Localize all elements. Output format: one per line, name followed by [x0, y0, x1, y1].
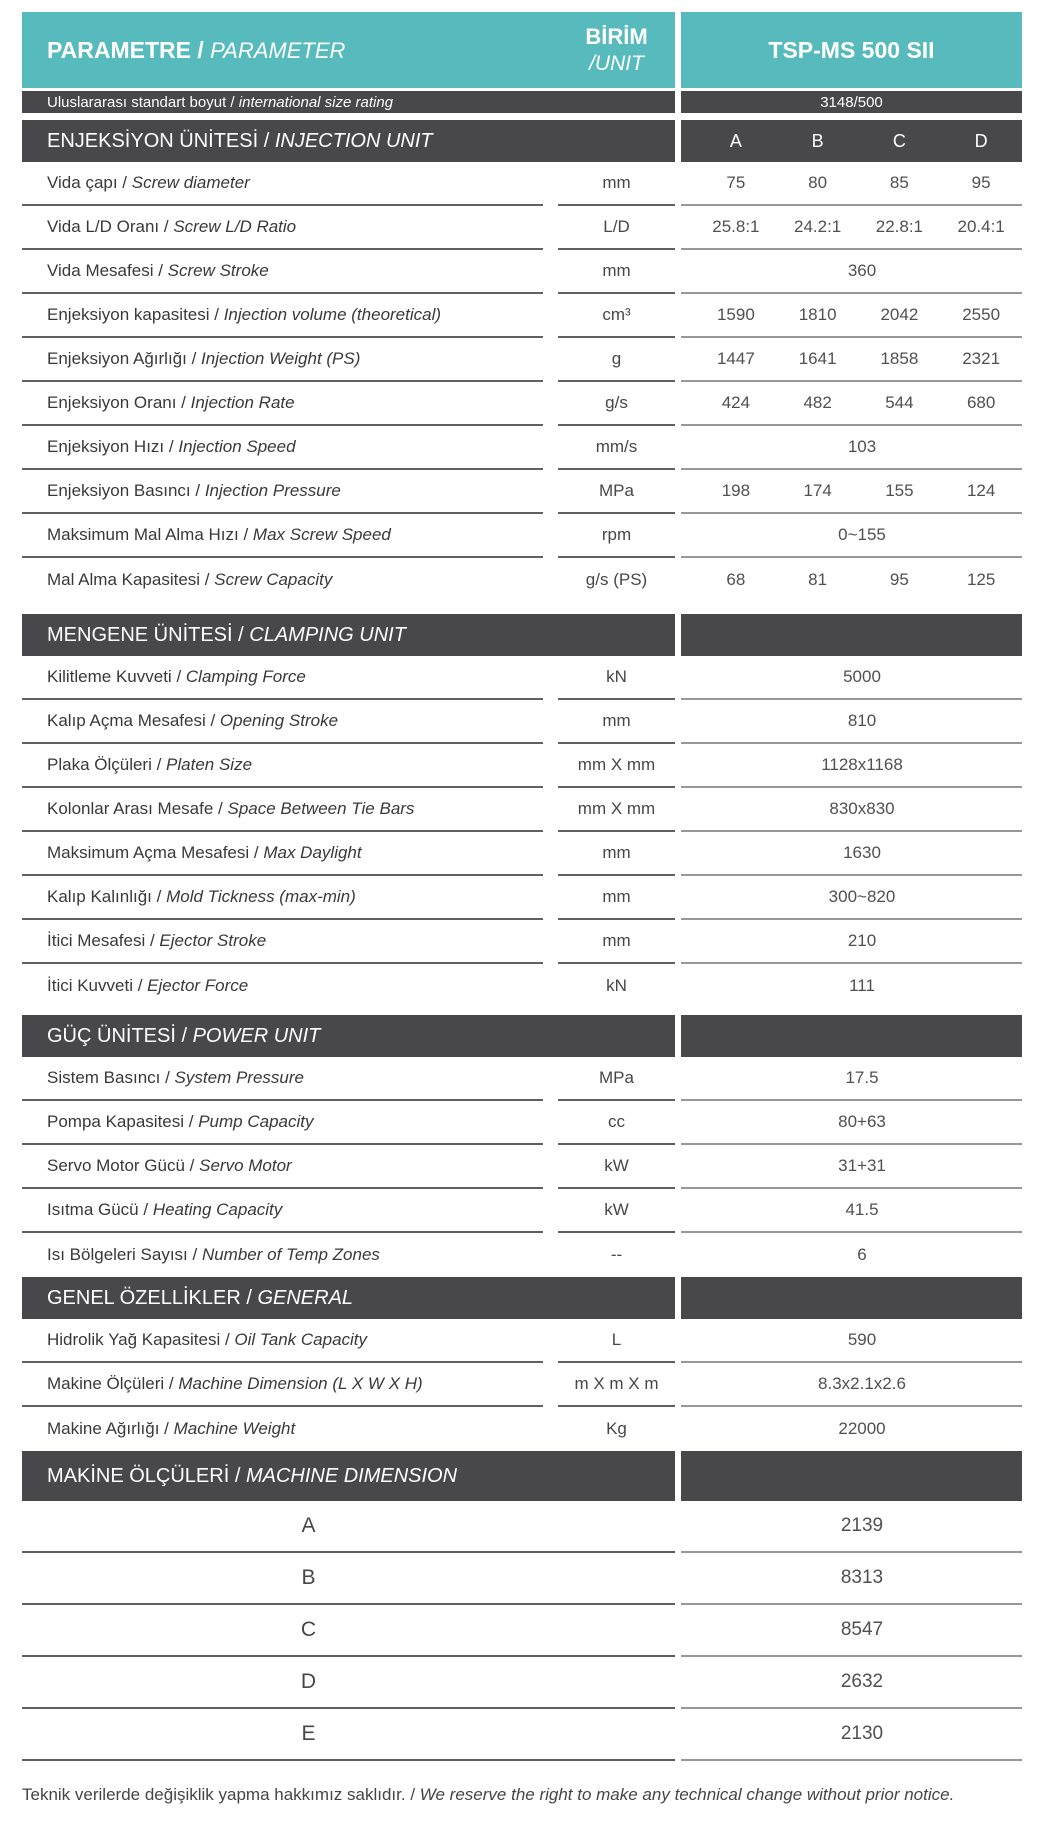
slash-separator: /	[229, 1464, 246, 1487]
slash-separator: /	[249, 843, 264, 862]
row-value-span: 0~155	[681, 514, 1022, 558]
row-value-span: 810	[681, 700, 1022, 744]
row-unit: rpm	[558, 514, 675, 558]
row-value-span: 103	[681, 426, 1022, 470]
spec-row	[22, 338, 1022, 382]
slash-separator: /	[176, 393, 191, 412]
section-bar-injection-unit	[22, 120, 1022, 162]
row-label-en: Max Screw Speed	[252, 525, 391, 544]
column-headers	[681, 120, 1022, 162]
slash-separator: /	[213, 799, 228, 818]
section-title-tr: GÜÇ ÜNİTESİ	[47, 1024, 176, 1047]
row-value-span: 80+63	[681, 1101, 1022, 1145]
model-name: TSP-MS 500 SII	[768, 36, 935, 63]
spec-row	[22, 470, 1022, 514]
row-label-tr: Kalıp Açma Mesafesi	[47, 711, 206, 730]
row-label-en: System Pressure	[174, 1068, 304, 1087]
unit-column-header	[558, 23, 675, 77]
value-a: 198	[721, 481, 751, 500]
row-label-en: Heating Capacity	[152, 1200, 283, 1219]
dimension-value: 2130	[681, 1709, 1022, 1761]
row-unit: --	[610, 1245, 623, 1264]
value-d: 95	[971, 173, 991, 192]
spec-row	[22, 1189, 1022, 1233]
row-value-span: 111	[849, 976, 875, 995]
spec-row	[22, 250, 1022, 294]
unit-header-en: /UNIT	[589, 51, 644, 75]
row-label	[22, 382, 543, 426]
row-label-en: Injection Weight (PS)	[201, 349, 361, 368]
row-unit: mm	[558, 876, 675, 920]
row-label-tr: Vida çapı	[47, 173, 118, 192]
row-label-tr: Enjeksiyon Oranı	[47, 393, 177, 412]
section-title-en: INJECTION UNIT	[274, 129, 433, 152]
row-values	[681, 382, 1022, 426]
section-bar-clamping-unit	[22, 614, 1022, 656]
dimension-row	[22, 1501, 1022, 1553]
row-label-en: Opening Stroke	[219, 711, 339, 730]
row-value-span: 1128x1168	[681, 744, 1022, 788]
row-label-tr: Hidrolik Yağ Kapasitesi	[47, 1330, 221, 1349]
row-unit: kW	[558, 1145, 675, 1189]
section-bar-right	[681, 614, 1022, 656]
footer-note-en: We reserve the right to make any technical change without prior notice.	[419, 1785, 955, 1804]
row-label-en: Space Between Tie Bars	[227, 799, 415, 818]
dimension-label: A	[22, 1501, 675, 1553]
row-value-span: 8.3x2.1x2.6	[681, 1363, 1022, 1407]
row-value-span: 1630	[681, 832, 1022, 876]
slash-separator: /	[209, 305, 224, 324]
row-label	[22, 1407, 543, 1451]
column-header-b: B	[811, 130, 824, 151]
spec-row	[22, 558, 1022, 602]
row-label	[22, 1057, 543, 1101]
row-label	[22, 426, 543, 470]
size-rating-value	[681, 91, 1022, 113]
row-unit: mm	[558, 920, 675, 964]
row-label-en: Injection Pressure	[204, 481, 341, 500]
row-unit: cm³	[558, 294, 675, 338]
row-value-span: 17.5	[681, 1057, 1022, 1101]
row-label-en: Injection Speed	[178, 437, 296, 456]
section-title-tr: MENGENE ÜNİTESİ	[47, 623, 233, 646]
row-label-tr: Isıtma Gücü	[47, 1200, 139, 1219]
spec-row	[22, 964, 1022, 1008]
row-values	[681, 206, 1022, 250]
value-c: 22.8:1	[875, 217, 923, 236]
spec-row	[22, 700, 1022, 744]
slash-separator: /	[186, 349, 202, 368]
value-a: 68	[726, 570, 746, 589]
column-header-c: C	[892, 130, 906, 151]
value-a: 75	[726, 173, 746, 192]
value-b: 80	[808, 173, 828, 192]
dimension-label: C	[22, 1605, 675, 1657]
row-label-en: Screw L/D Ratio	[173, 217, 297, 236]
spec-row	[22, 920, 1022, 964]
row-label	[22, 744, 543, 788]
spec-row	[22, 788, 1022, 832]
slash-separator: /	[200, 570, 215, 589]
size-rating-tr: Uluslararası standart boyut	[47, 93, 227, 111]
spec-row	[22, 162, 1022, 206]
dimension-label: D	[22, 1657, 675, 1709]
slash-separator: /	[175, 1024, 193, 1047]
value-d: 2321	[962, 349, 1001, 368]
row-label-tr: Sistem Basıncı	[47, 1068, 161, 1087]
dimension-value: 2632	[681, 1657, 1022, 1709]
row-label-en: Machine Dimension (L X W X H)	[178, 1374, 423, 1393]
row-label	[22, 964, 543, 1008]
row-label-tr: Kilitleme Kuvveti	[47, 667, 172, 686]
row-label	[22, 1189, 543, 1233]
dimension-row	[22, 1553, 1022, 1605]
value-c: 1858	[880, 349, 919, 368]
value-c: 85	[889, 173, 909, 192]
section-bar-right	[681, 1451, 1022, 1501]
row-label-tr: Kalıp Kalınlığı	[47, 887, 152, 906]
row-label	[22, 1233, 543, 1277]
spec-row	[22, 744, 1022, 788]
row-label-en: Injection Rate	[190, 393, 295, 412]
parameter-title	[47, 37, 345, 64]
row-unit: kN	[558, 656, 675, 700]
parameter-title-en: PARAMETER	[210, 37, 346, 63]
section-bar-general	[22, 1277, 1022, 1319]
row-unit: mm	[558, 250, 675, 294]
value-b: 24.2:1	[793, 217, 842, 236]
size-rating-label	[22, 91, 675, 113]
column-header-a: A	[729, 130, 742, 151]
row-label-en: Mold Tickness (max-min)	[166, 887, 356, 906]
table-header	[22, 12, 1022, 88]
row-label-en: Machine Weight	[173, 1419, 296, 1438]
slash-separator: /	[232, 623, 250, 646]
dimension-value: 8547	[681, 1605, 1022, 1657]
section-title-tr: MAKİNE ÖLÇÜLERİ	[47, 1464, 230, 1487]
section-title-en: GENERAL	[257, 1286, 354, 1309]
row-label-en: Screw Stroke	[167, 261, 269, 280]
row-label-en: Ejector Force	[147, 976, 249, 995]
row-label	[22, 1319, 543, 1363]
row-unit: kW	[558, 1189, 675, 1233]
row-label	[22, 294, 543, 338]
slash-separator: /	[160, 1068, 175, 1087]
row-label	[22, 832, 543, 876]
value-c: 544	[885, 393, 914, 412]
section-title	[22, 1277, 675, 1319]
row-label	[22, 162, 543, 206]
slash-separator: /	[240, 1286, 258, 1309]
row-unit: cc	[558, 1101, 675, 1145]
model-header-cell	[681, 12, 1022, 88]
spec-row	[22, 1363, 1022, 1407]
value-d: 20.4:1	[957, 217, 1005, 236]
size-rating-en: international size rating	[238, 93, 394, 111]
row-label-tr: Enjeksiyon Ağırlığı	[47, 349, 187, 368]
row-label-tr: İtici Kuvveti	[47, 976, 133, 995]
spec-row	[22, 656, 1022, 700]
slash-separator: /	[159, 217, 174, 236]
spec-row	[22, 876, 1022, 920]
spec-row	[22, 1101, 1022, 1145]
row-label-en: Clamping Force	[185, 667, 306, 686]
footer-note	[22, 1785, 1022, 1805]
spec-row	[22, 1233, 1022, 1277]
section-title-tr: ENJEKSİYON ÜNİTESİ	[47, 129, 259, 152]
row-unit: Kg	[606, 1419, 627, 1438]
row-label-tr: İtici Mesafesi	[47, 931, 146, 950]
row-label-tr: Makine Ölçüleri	[47, 1374, 165, 1393]
slash-separator: /	[405, 1785, 420, 1804]
row-unit: MPa	[558, 470, 675, 514]
value-b: 81	[808, 570, 828, 589]
section-title	[22, 614, 675, 656]
row-label	[22, 920, 543, 964]
row-unit: kN	[606, 976, 627, 995]
slash-separator: /	[238, 525, 253, 544]
row-value-span: 360	[681, 250, 1022, 294]
size-rating-row	[22, 91, 1022, 113]
spec-row	[22, 1145, 1022, 1189]
row-unit: MPa	[558, 1057, 675, 1101]
row-label-tr: Maksimum Açma Mesafesi	[47, 843, 250, 862]
row-label-tr: Enjeksiyon Basıncı	[47, 481, 191, 500]
row-label-tr: Servo Motor Gücü	[47, 1156, 185, 1175]
slash-separator: /	[187, 1245, 202, 1264]
value-c: 95	[889, 570, 909, 589]
slash-separator: /	[184, 1112, 199, 1131]
row-value-span: 6	[857, 1245, 867, 1264]
value-a: 1447	[716, 349, 755, 368]
slash-separator: /	[138, 1200, 153, 1219]
row-label	[22, 656, 543, 700]
slash-separator: /	[145, 931, 160, 950]
dimension-row	[22, 1605, 1022, 1657]
slash-separator: /	[226, 93, 239, 111]
row-value-span: 830x830	[681, 788, 1022, 832]
row-value-span: 22000	[838, 1419, 886, 1438]
row-unit: mm X mm	[558, 788, 675, 832]
slash-separator: /	[184, 1156, 200, 1175]
row-label-en: Injection volume (theoretical)	[223, 305, 442, 324]
section-bar-right	[681, 1277, 1022, 1319]
column-header-d: D	[974, 130, 988, 151]
row-label-en: Servo Motor	[199, 1156, 292, 1175]
size-rating-number: 3148/500	[820, 93, 883, 111]
row-value-span: 5000	[681, 656, 1022, 700]
row-label	[22, 700, 543, 744]
row-label-en: Number of Temp Zones	[201, 1245, 380, 1264]
section-title-en: MACHINE DIMENSION	[245, 1464, 458, 1487]
section-title	[22, 120, 675, 162]
row-unit: g/s	[558, 382, 675, 426]
row-unit: mm	[558, 162, 675, 206]
row-label-tr: Vida L/D Oranı	[47, 217, 160, 236]
value-c: 2042	[880, 305, 919, 324]
row-label-tr: Mal Alma Kapasitesi	[47, 570, 201, 589]
section-bar-machine-dimension	[22, 1451, 1022, 1501]
row-unit: L/D	[558, 206, 675, 250]
value-a: 25.8:1	[712, 217, 760, 236]
slash-separator: /	[258, 129, 275, 152]
row-label-tr: Makine Ağırlığı	[47, 1419, 160, 1438]
row-unit: L	[558, 1319, 675, 1363]
row-label-tr: Isı Bölgeleri Sayısı	[47, 1245, 188, 1264]
row-label-en: Pump Capacity	[198, 1112, 314, 1131]
value-d: 124	[966, 481, 996, 500]
slash-separator: /	[190, 36, 211, 63]
spec-row	[22, 426, 1022, 470]
section-title	[22, 1451, 675, 1501]
value-d: 2550	[962, 305, 1001, 324]
spec-row	[22, 832, 1022, 876]
parameter-title-tr: PARAMETRE	[47, 36, 191, 63]
unit-header-tr: BİRİM	[585, 24, 648, 50]
section-title-en: CLAMPING UNIT	[249, 623, 406, 646]
spec-row	[22, 1319, 1022, 1363]
dimension-label: E	[22, 1709, 675, 1761]
slash-separator: /	[205, 711, 220, 730]
row-unit: mm	[558, 832, 675, 876]
row-label	[22, 206, 543, 250]
row-values	[681, 338, 1022, 382]
row-label-tr: Pompa Kapasitesi	[47, 1112, 185, 1131]
spec-row	[22, 206, 1022, 250]
spec-row	[22, 294, 1022, 338]
spec-sheet	[22, 0, 1022, 1805]
dimension-row	[22, 1657, 1022, 1709]
slash-separator: /	[151, 755, 167, 774]
row-unit: mm	[558, 700, 675, 744]
row-label-tr: Enjeksiyon Hızı	[47, 437, 165, 456]
spec-row	[22, 514, 1022, 558]
dimension-value: 2139	[681, 1501, 1022, 1553]
row-label-en: Max Daylight	[263, 843, 362, 862]
section-title-tr: GENEL ÖZELLİKLER	[47, 1286, 241, 1309]
row-unit: g	[558, 338, 675, 382]
slash-separator: /	[164, 437, 179, 456]
row-label-tr: Plaka Ölçüleri	[47, 755, 152, 774]
row-label	[22, 788, 543, 832]
row-values	[681, 162, 1022, 206]
slash-separator: /	[117, 173, 132, 192]
value-d: 680	[966, 393, 996, 412]
parameter-header-cell	[22, 12, 675, 88]
dimension-row	[22, 1709, 1022, 1761]
slash-separator: /	[164, 1374, 179, 1393]
row-values	[681, 294, 1022, 338]
row-label	[22, 558, 543, 602]
row-value-span: 210	[681, 920, 1022, 964]
row-value-span: 41.5	[681, 1189, 1022, 1233]
value-c: 155	[885, 481, 914, 500]
row-label-en: Platen Size	[166, 755, 253, 774]
value-d: 125	[966, 570, 996, 589]
slash-separator: /	[220, 1330, 235, 1349]
row-label	[22, 514, 543, 558]
row-label-en: Screw diameter	[131, 173, 250, 192]
row-label-tr: Kolonlar Arası Mesafe	[47, 799, 214, 818]
row-label-tr: Enjeksiyon kapasitesi	[47, 305, 210, 324]
row-unit: mm/s	[558, 426, 675, 470]
row-label-en: Ejector Stroke	[159, 931, 267, 950]
row-label-tr: Vida Mesafesi	[47, 261, 154, 280]
dimension-label: B	[22, 1553, 675, 1605]
row-label	[22, 1145, 543, 1189]
row-label	[22, 470, 543, 514]
spec-row	[22, 382, 1022, 426]
slash-separator: /	[190, 481, 205, 500]
slash-separator: /	[171, 667, 186, 686]
value-b: 174	[803, 481, 832, 500]
value-b: 1810	[798, 305, 837, 324]
row-label-tr: Maksimum Mal Alma Hızı	[47, 525, 239, 544]
slash-separator: /	[153, 261, 168, 280]
row-label	[22, 1363, 543, 1407]
value-a: 424	[721, 393, 751, 412]
row-unit: g/s (PS)	[585, 570, 648, 589]
slash-separator: /	[132, 976, 148, 995]
slash-separator: /	[151, 887, 167, 906]
value-b: 1641	[798, 349, 837, 368]
row-values	[681, 470, 1022, 514]
row-label	[22, 1101, 543, 1145]
section-title-en: POWER UNIT	[192, 1024, 321, 1047]
row-value-span: 590	[681, 1319, 1022, 1363]
row-value-span: 31+31	[681, 1145, 1022, 1189]
dimension-value: 8313	[681, 1553, 1022, 1605]
section-bar-power-unit	[22, 1015, 1022, 1057]
value-b: 482	[803, 393, 832, 412]
row-label	[22, 338, 543, 382]
row-label	[22, 250, 543, 294]
slash-separator: /	[159, 1419, 174, 1438]
row-values	[681, 558, 1022, 602]
section-bar-right	[681, 1015, 1022, 1057]
value-a: 1590	[716, 305, 755, 324]
spec-row	[22, 1407, 1022, 1451]
row-value-span: 300~820	[681, 876, 1022, 920]
row-unit: m X m X m	[558, 1363, 675, 1407]
row-label-en: Screw Capacity	[214, 570, 333, 589]
spec-row	[22, 1057, 1022, 1101]
row-label-en: Oil Tank Capacity	[234, 1330, 368, 1349]
section-title	[22, 1015, 675, 1057]
row-unit: mm X mm	[558, 744, 675, 788]
row-label	[22, 876, 543, 920]
footer-note-tr: Teknik verilerde değişiklik yapma hakkımız saklıdır.	[22, 1785, 406, 1804]
